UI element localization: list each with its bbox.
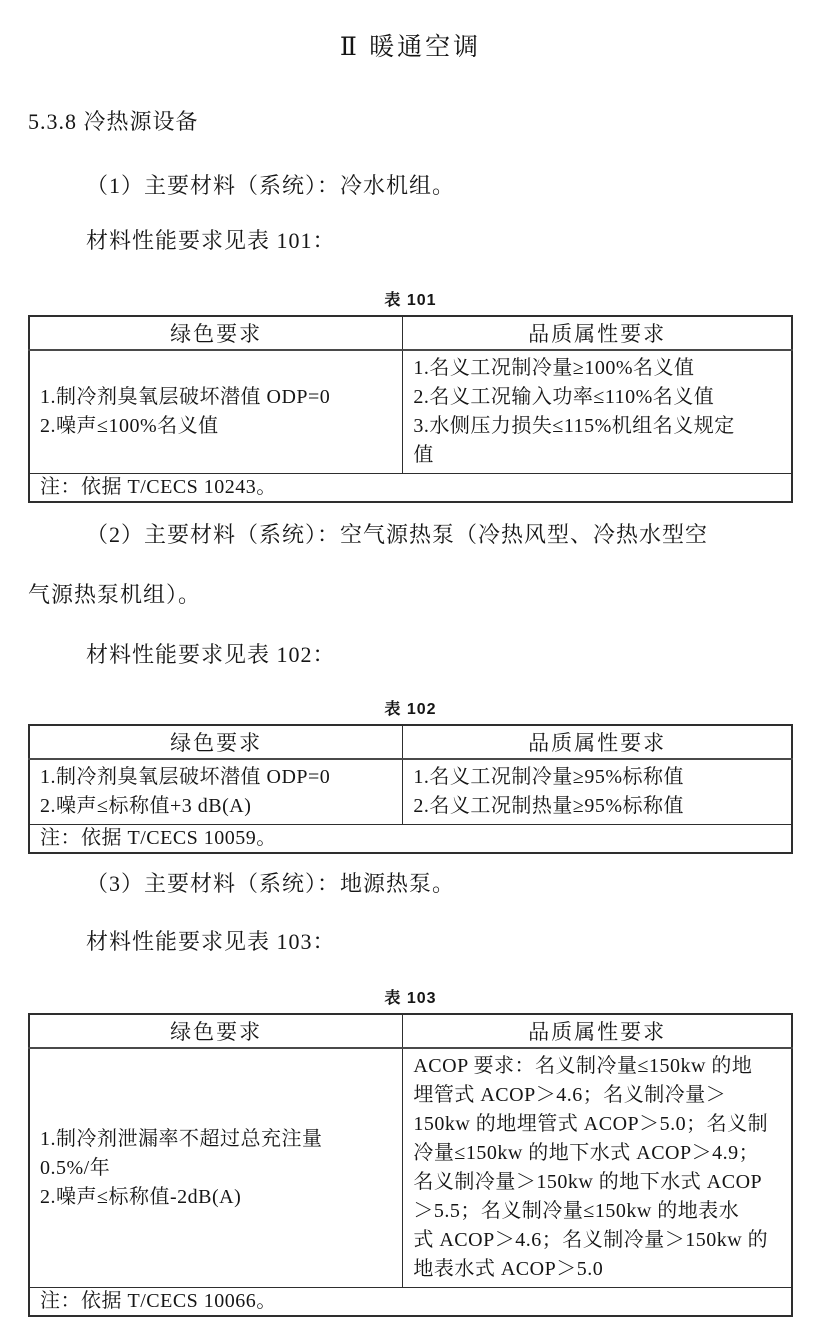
- table-101-green-header: 绿色要求: [29, 316, 403, 350]
- table-101: [28, 315, 793, 503]
- section-heading: 5.3.8 冷热源设备: [28, 109, 199, 134]
- table-103-note-row: [29, 1288, 792, 1317]
- table-101-note: 注：依据 T/CECS 10243。: [29, 474, 792, 503]
- table-103-green-cell: 1.制冷剂泄漏率不超过总充注量 0.5%/年 2.噪声≤标称值-2dB(A): [29, 1048, 403, 1288]
- table-101-note-row: [29, 474, 792, 503]
- table-102-quality-cell: 1.名义工况制冷量≥95%标称值 2.名义工况制热量≥95%标称值: [403, 759, 792, 825]
- paragraph-item2-line1: （2）主要材料（系统）：空气源热泵（冷热风型、冷热水型空: [86, 522, 709, 547]
- table-101-quality-cell: 1.名义工况制冷量≥100%名义值 2.名义工况输入功率≤110%名义值 3.水侧压力损失≤115%机组名义规定 值: [403, 350, 792, 474]
- table-103-note: 注：依据 T/CECS 10066。: [29, 1288, 792, 1317]
- table-102-green-header: 绿色要求: [29, 725, 403, 759]
- table-103: [28, 1013, 793, 1317]
- paragraph-item2-table-ref: 材料性能要求见表 102：: [86, 642, 336, 667]
- table-101-header-row: [29, 316, 792, 350]
- paragraph-item3-table-ref: 材料性能要求见表 103：: [86, 929, 336, 954]
- table-103-quality-header: 品质属性要求: [403, 1014, 792, 1048]
- paragraph-item1: （1）主要材料（系统）：冷水机组。: [86, 173, 456, 198]
- table-102-caption: 表 102: [384, 701, 437, 718]
- table-103-quality-cell: ACOP 要求：名义制冷量≤150kw 的地 埋管式 ACOP＞4.6；名义制冷量＞ 150kw 的地埋管式 ACOP＞5.0；名义制 冷量≤150kw 的地下水式 ACOP＞4.9； 名义制冷量＞150kw 的地下水式 ACOP ＞5.5；名义制冷量≤150kw 的地表水 式 ACOP＞4.6；名义制冷量＞150kw 的 地表水式 ACOP＞5.0: [403, 1048, 792, 1288]
- table-101-body-row: [29, 350, 792, 474]
- table-103-header-row: [29, 1014, 792, 1048]
- table-102-header-row: [29, 725, 792, 759]
- table-102-note: 注：依据 T/CECS 10059。: [29, 825, 792, 854]
- paragraph-item2-line2: 气源热泵机组）。: [28, 582, 202, 607]
- paragraph-item1-table-ref: 材料性能要求见表 101：: [86, 228, 336, 253]
- table-102-quality-header: 品质属性要求: [403, 725, 792, 759]
- table-103-body-row: [29, 1048, 792, 1288]
- document-title: Ⅱ 暖通空调: [339, 34, 482, 61]
- table-102-body-row: [29, 759, 792, 825]
- table-103-green-header: 绿色要求: [29, 1014, 403, 1048]
- table-101-caption: 表 101: [384, 292, 437, 309]
- table-102: [28, 724, 793, 854]
- table-102-green-cell: 1.制冷剂臭氧层破坏潜值 ODP=0 2.噪声≤标称值+3 dB(A): [29, 759, 403, 825]
- paragraph-item3: （3）主要材料（系统）：地源热泵。: [86, 871, 456, 896]
- table-102-note-row: [29, 825, 792, 854]
- table-101-green-cell: 1.制冷剂臭氧层破坏潜值 ODP=0 2.噪声≤100%名义值: [29, 350, 403, 474]
- table-103-caption: 表 103: [384, 990, 437, 1007]
- table-101-quality-header: 品质属性要求: [403, 316, 792, 350]
